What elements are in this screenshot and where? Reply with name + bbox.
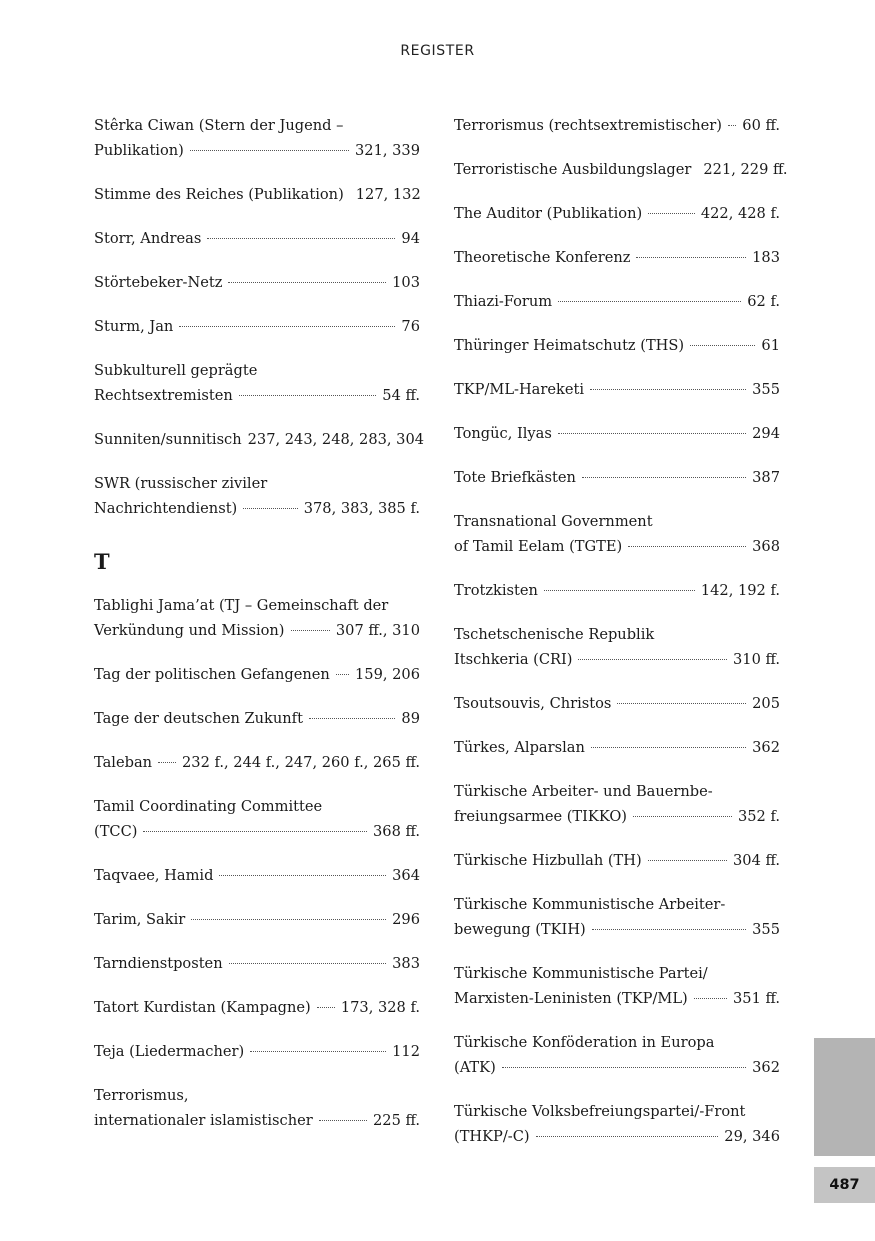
entry-pages: 225 ff. — [373, 1112, 420, 1129]
entry-pages: 321, 339 — [355, 142, 420, 159]
entry-pages: 368 ff. — [373, 823, 420, 840]
index-entry — [94, 1039, 420, 1064]
entry-term: Thüringer Heimatschutz (THS) — [454, 337, 685, 354]
index-entry — [454, 245, 780, 270]
entry-term: Tarim, Sakir — [94, 911, 186, 928]
entry-pages: 355 — [752, 381, 780, 398]
dot-leader — [592, 929, 746, 930]
entry-pages: 307 ff., 310 — [335, 622, 420, 639]
entry-term: Tote Briefkästen — [454, 469, 576, 486]
index-entry — [454, 1030, 780, 1080]
entry-term: Tsoutsouvis, Christos — [454, 695, 612, 712]
entry-term: Taqvaee, Hamid — [94, 867, 214, 884]
dot-leader — [158, 762, 176, 763]
entry-term: (THKP/-C) — [454, 1128, 530, 1145]
entry-pages: 54 ff. — [382, 387, 420, 404]
dot-leader — [250, 1051, 386, 1052]
index-entry — [454, 779, 780, 829]
entry-pages: 142, 192 f. — [700, 582, 780, 599]
entry-pages: 422, 428 f. — [700, 205, 780, 222]
dot-leader — [636, 257, 746, 258]
entry-pages: 89 — [401, 710, 420, 727]
entry-term: Sturm, Jan — [94, 318, 174, 335]
dot-leader — [239, 395, 377, 396]
page-number: 487 — [814, 1167, 875, 1203]
entry-term: internationaler islamistischer — [94, 1112, 313, 1129]
entry-pages: 378, 383, 385 f. — [303, 500, 420, 517]
entry-term: Terroristische Ausbildungslager — [454, 161, 692, 178]
entry-term: Tag der politischen Gefangenen — [94, 666, 330, 683]
entry-pages: 296 — [392, 911, 420, 928]
entry-pages: 61 — [761, 337, 780, 354]
entry-term-line: Subkulturell geprägte — [94, 362, 258, 379]
index-entry — [454, 113, 780, 138]
dot-leader — [617, 703, 746, 704]
dot-leader — [179, 326, 395, 327]
index-entry — [94, 593, 420, 643]
entry-term: Tarndienstposten — [94, 955, 223, 972]
index-entry — [94, 314, 420, 339]
dot-leader — [558, 433, 746, 434]
entry-pages: 205 — [752, 695, 780, 712]
section-letter: T — [94, 549, 110, 574]
thumb-index-tab — [814, 1038, 875, 1156]
index-entry — [454, 377, 780, 402]
entry-pages: 127, 132 — [355, 186, 421, 203]
entry-term: Tongüc, Ilyas — [454, 425, 552, 442]
entry-pages: 60 ff. — [742, 117, 780, 134]
entry-term: Türkes, Alparslan — [454, 739, 585, 756]
entry-term: Rechtsextremisten — [94, 387, 233, 404]
dot-leader — [690, 345, 755, 346]
entry-term: Stimme des Reiches (Publikation) — [94, 186, 344, 203]
entry-term: (TCC) — [94, 823, 138, 840]
entry-term: freiungsarmee (TIKKO) — [454, 808, 628, 825]
entry-term: Terrorismus (rechtsextremistischer) — [454, 117, 722, 134]
entry-term: Störtebeker-Netz — [94, 274, 223, 291]
entry-pages: 237, 243, 248, 283, 304 — [247, 431, 425, 448]
index-entry — [454, 465, 780, 490]
index-entry — [454, 578, 780, 603]
entry-pages: 221, 229 ff. — [703, 161, 788, 178]
index-column-right — [454, 113, 788, 1168]
index-entry — [454, 509, 780, 559]
entry-term: Trotzkisten — [454, 582, 538, 599]
entry-pages: 76 — [401, 318, 420, 335]
index-entry — [454, 289, 780, 314]
index-entry — [94, 863, 420, 888]
dot-leader — [317, 1007, 335, 1008]
dot-leader — [591, 747, 746, 748]
index-entry — [94, 907, 420, 932]
entry-pages: 310 ff. — [733, 651, 780, 668]
dot-leader — [229, 963, 387, 964]
entry-term: of Tamil Eelam (TGTE) — [454, 538, 623, 555]
dot-leader — [191, 919, 386, 920]
index-entry — [94, 794, 420, 844]
index-entry — [454, 1099, 780, 1149]
dot-leader — [309, 718, 395, 719]
index-entry — [454, 622, 780, 672]
entry-term-line: Tamil Coordinating Committee — [94, 798, 323, 815]
index-entry — [454, 201, 780, 226]
index-entry — [94, 471, 420, 521]
index-entry — [94, 226, 420, 251]
dot-leader — [578, 659, 727, 660]
dot-leader — [633, 816, 732, 817]
entry-term-line: Tablighi Jama’at (TJ – Gemeinschaft der — [94, 597, 389, 614]
entry-term-line: Türkische Kommunistische Arbeiter- — [454, 896, 726, 913]
entry-term-line: SWR (russischer ziviler — [94, 475, 268, 492]
dot-leader — [728, 125, 736, 126]
dot-leader — [694, 998, 727, 999]
dot-leader — [219, 875, 386, 876]
dot-leader — [628, 546, 746, 547]
index-entry — [454, 157, 788, 182]
entry-term: Publikation) — [94, 142, 184, 159]
entry-term-line: Transnational Government — [454, 513, 653, 530]
dot-leader — [228, 282, 386, 283]
index-entry — [454, 735, 780, 760]
entry-term: Thiazi-Forum — [454, 293, 553, 310]
entry-pages: 294 — [752, 425, 780, 442]
entry-term-line: Türkische Kommunistische Partei/ — [454, 965, 708, 982]
entry-term: Türkische Hizbullah (TH) — [454, 852, 642, 869]
index-entry — [94, 662, 420, 687]
entry-term: Marxisten-Leninisten (TKP/ML) — [454, 990, 688, 1007]
index-entry — [454, 333, 780, 358]
entry-term: Taleban — [94, 754, 153, 771]
entry-pages: 62 f. — [747, 293, 780, 310]
entry-pages: 355 — [752, 921, 780, 938]
entry-term: Tage der deutschen Zukunft — [94, 710, 303, 727]
entry-term: Teja (Liedermacher) — [94, 1043, 245, 1060]
entry-term: TKP/ML-Hareketi — [454, 381, 584, 398]
entry-pages: 351 ff. — [733, 990, 780, 1007]
dot-leader — [291, 630, 330, 631]
entry-term: Itschkeria (CRI) — [454, 651, 573, 668]
entry-pages: 112 — [392, 1043, 420, 1060]
entry-term: Theoretische Konferenz — [454, 249, 631, 266]
entry-pages: 364 — [392, 867, 420, 884]
index-entry — [94, 427, 425, 452]
dot-leader — [336, 674, 349, 675]
index-entry — [94, 182, 420, 207]
index-entry — [454, 892, 780, 942]
dot-leader — [143, 831, 367, 832]
dot-leader — [544, 590, 695, 591]
entry-pages: 362 — [752, 739, 780, 756]
entry-pages: 103 — [392, 274, 420, 291]
entry-pages: 368 — [752, 538, 780, 555]
page-header: REGISTER — [400, 43, 475, 59]
index-entry — [94, 706, 420, 731]
index-entry — [94, 113, 420, 163]
entry-term: Sunniten/sunnitisch — [94, 431, 242, 448]
entry-pages: 304 ff. — [733, 852, 780, 869]
entry-term: bewegung (TKIH) — [454, 921, 586, 938]
index-entry — [94, 270, 420, 295]
entry-term-line: Türkische Volksbefreiungspartei/-Front — [454, 1103, 746, 1120]
index-entry — [94, 358, 420, 408]
dot-leader — [590, 389, 746, 390]
entry-pages: 232 f., 244 f., 247, 260 f., 265 ff. — [182, 754, 420, 771]
index-entry — [454, 691, 780, 716]
entry-term: Verkündung und Mission) — [94, 622, 285, 639]
entry-term-line: Tschetschenische Republik — [454, 626, 655, 643]
index-entry — [94, 1083, 420, 1133]
entry-pages: 362 — [752, 1059, 780, 1076]
entry-pages: 183 — [752, 249, 780, 266]
dot-leader — [648, 213, 695, 214]
index-column-left — [94, 113, 425, 1152]
dot-leader — [582, 477, 746, 478]
entry-pages: 387 — [752, 469, 780, 486]
dot-leader — [319, 1120, 367, 1121]
entry-term-line: Stêrka Ciwan (Stern der Jugend – — [94, 117, 344, 134]
entry-term: Tatort Kurdistan (Kampagne) — [94, 999, 311, 1016]
entry-term-line: Türkische Arbeiter- und Bauernbe- — [454, 783, 713, 800]
entry-pages: 352 f. — [737, 808, 780, 825]
entry-pages: 29, 346 — [724, 1128, 780, 1145]
entry-pages: 383 — [392, 955, 420, 972]
index-entry — [454, 961, 780, 1011]
index-entry — [94, 995, 420, 1020]
entry-term-line: Terrorismus, — [94, 1087, 189, 1104]
entry-term: (ATK) — [454, 1059, 496, 1076]
entry-term: The Auditor (Publikation) — [454, 205, 643, 222]
index-entry — [454, 848, 780, 873]
index-entry — [94, 951, 420, 976]
dot-leader — [648, 860, 727, 861]
entry-pages: 94 — [401, 230, 420, 247]
dot-leader — [536, 1136, 719, 1137]
entry-term: Storr, Andreas — [94, 230, 202, 247]
entry-pages: 173, 328 f. — [340, 999, 420, 1016]
dot-leader — [243, 508, 297, 509]
dot-leader — [502, 1067, 746, 1068]
dot-leader — [207, 238, 395, 239]
index-entry — [94, 750, 420, 775]
entry-term-line: Türkische Konföderation in Europa — [454, 1034, 715, 1051]
dot-leader — [558, 301, 741, 302]
dot-leader — [190, 150, 349, 151]
index-entry — [454, 421, 780, 446]
entry-term: Nachrichtendienst) — [94, 500, 238, 517]
entry-pages: 159, 206 — [355, 666, 420, 683]
